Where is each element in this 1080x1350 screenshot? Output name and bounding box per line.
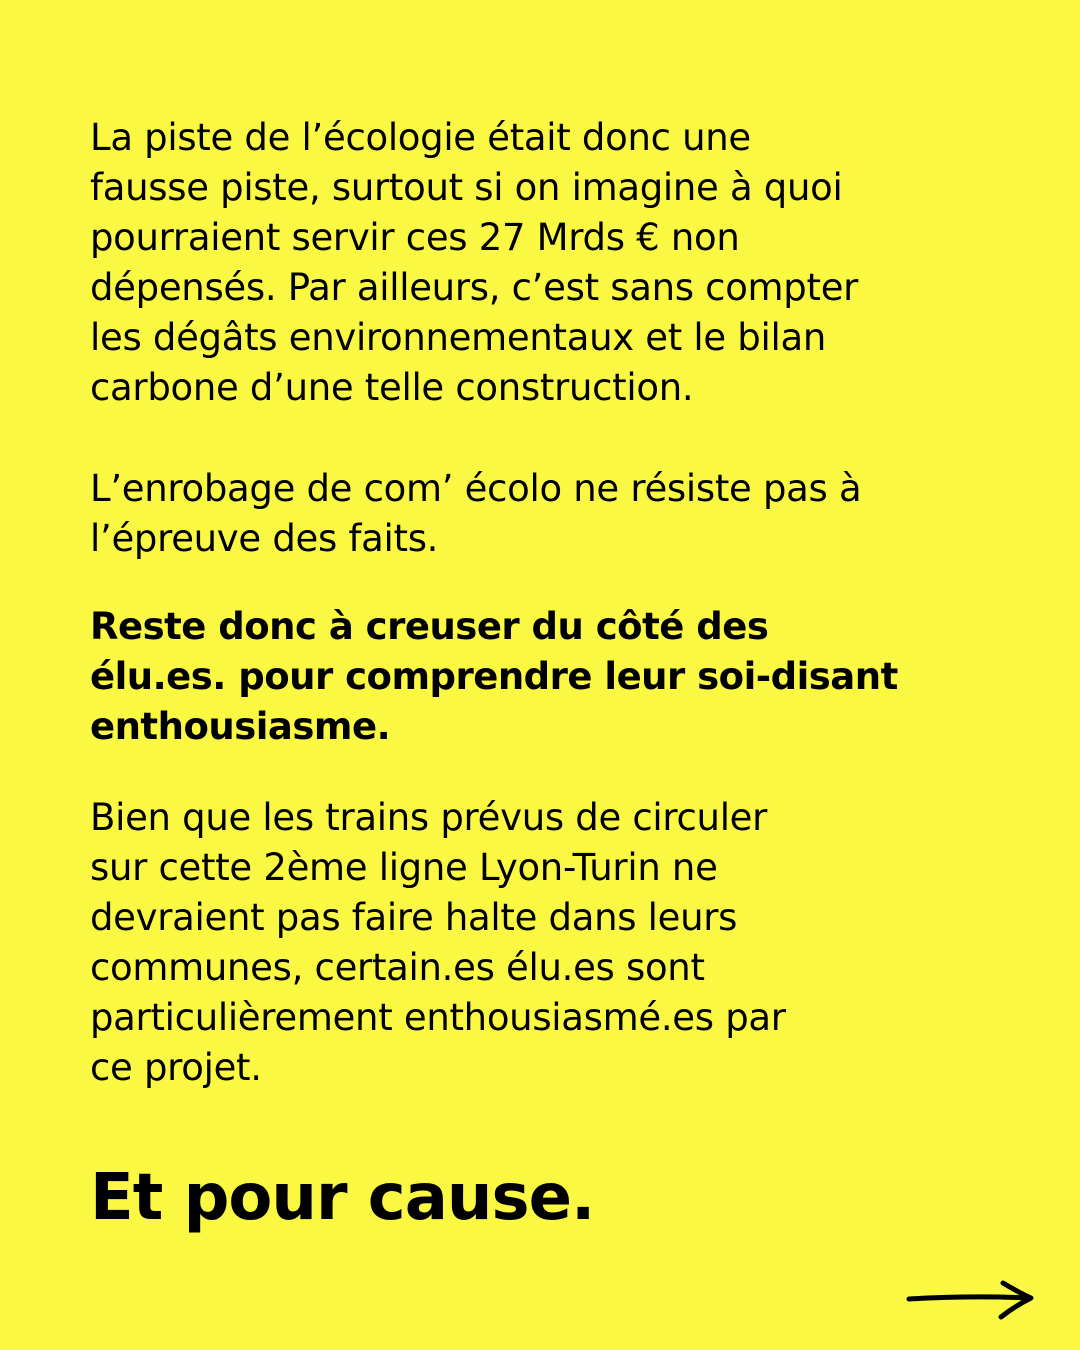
paragraph-elected-officials-highlight <box>90 602 990 752</box>
paragraph-line: Bien que les trains prévus de circuler <box>90 796 768 839</box>
paragraph-line: L’enrobage de com’ écolo ne résiste pas à <box>90 467 862 510</box>
paragraph-line: enthousiasme. <box>90 705 391 748</box>
paragraph-line: élu.es. pour comprendre leur soi-disant <box>90 655 898 698</box>
paragraph-line: sur cette 2ème ligne Lyon-Turin ne <box>90 846 718 889</box>
paragraph-line: Reste donc à creuser du côté des <box>90 605 769 648</box>
paragraph-line: dépensés. Par ailleurs, c’est sans compter <box>90 266 859 309</box>
paragraph-line: pourraient servir ces 27 Mrds € non <box>90 216 740 259</box>
paragraph-ecology-false-track <box>90 113 990 413</box>
paragraph-line: La piste de l’écologie était donc une <box>90 116 751 159</box>
paragraph-line: l’épreuve des faits. <box>90 517 439 560</box>
paragraph-line: les dégâts environnementaux et le bilan <box>90 316 826 359</box>
paragraph-greenwashing <box>90 464 990 564</box>
arrow-right-icon[interactable] <box>905 1275 1037 1325</box>
paragraph-line: ce projet. <box>90 1046 262 1089</box>
paragraph-trains-no-stop <box>90 793 990 1093</box>
paragraph-line: fausse piste, surtout si on imagine à quoi <box>90 166 843 209</box>
paragraph-line: carbone d’une telle construction. <box>90 366 694 409</box>
paragraph-line: communes, certain.es élu.es sont <box>90 946 705 989</box>
closing-statement: Et pour cause. <box>90 1161 595 1235</box>
paragraph-line: particulièrement enthousiasmé.es par <box>90 996 786 1039</box>
paragraph-line: devraient pas faire halte dans leurs <box>90 896 738 939</box>
